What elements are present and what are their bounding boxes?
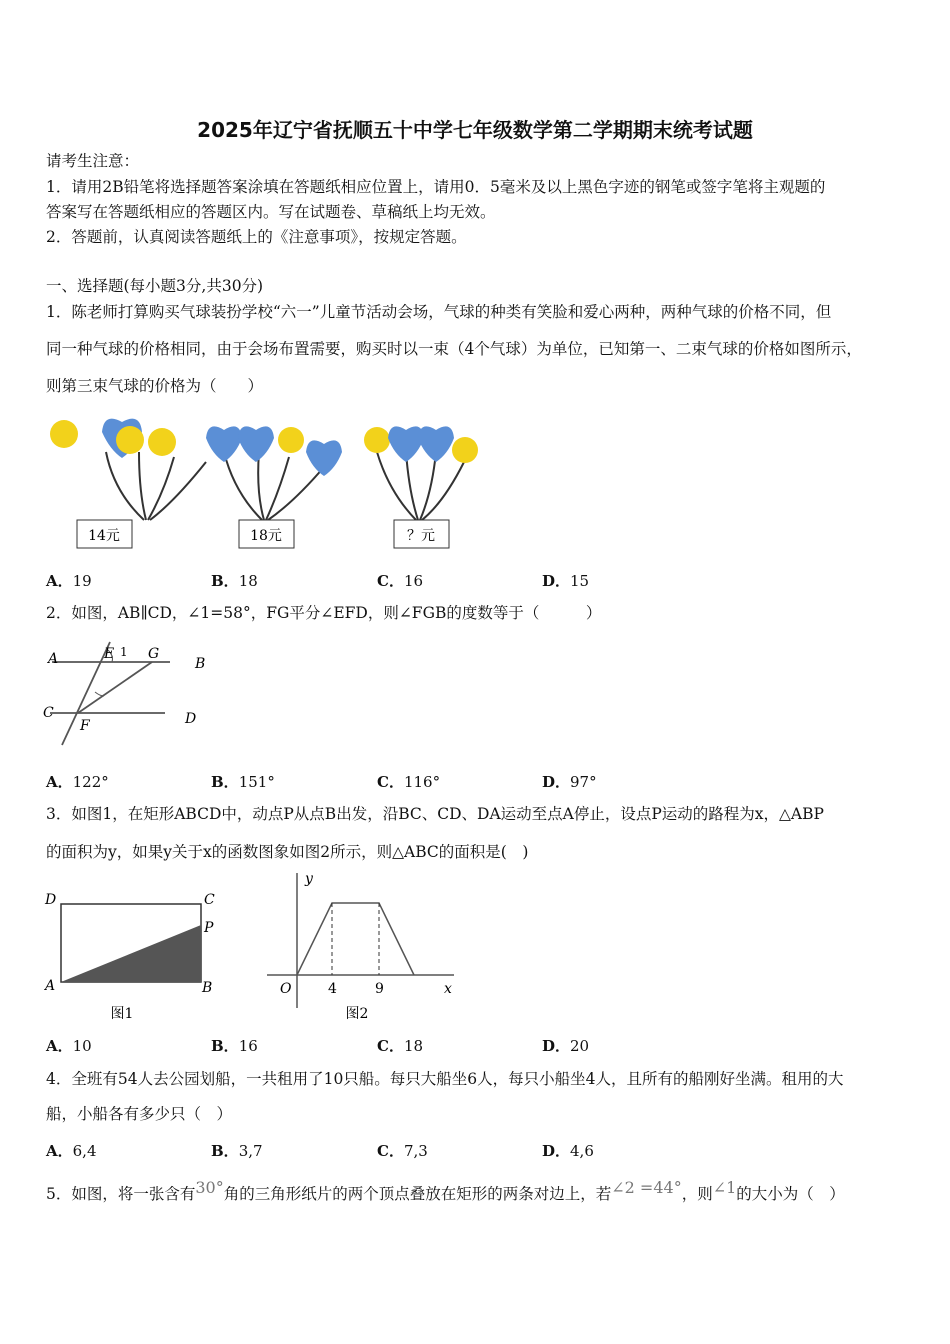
- svg-text:E: E: [104, 646, 115, 662]
- svg-text:C: C: [43, 705, 54, 721]
- q4-text: 船，小船各有多少只（ ）: [46, 1105, 233, 1123]
- q4-option-c[interactable]: C．7,3: [377, 1142, 428, 1160]
- q3-option-a[interactable]: A．10: [46, 1037, 92, 1055]
- q2-option-b[interactable]: B．151°: [211, 773, 275, 791]
- q3-option-d[interactable]: D．20: [542, 1037, 590, 1055]
- svg-text:O: O: [280, 981, 292, 997]
- svg-text:A: A: [48, 651, 59, 667]
- q4-option-b[interactable]: B．3,7: [211, 1142, 263, 1160]
- q3-option-c[interactable]: C．18: [377, 1037, 424, 1055]
- price-label: 18元: [250, 528, 282, 544]
- q1-option-b[interactable]: B．18: [211, 572, 258, 590]
- svg-text:1: 1: [120, 645, 128, 659]
- svg-text:D: D: [45, 892, 57, 908]
- q5-text: 5．如图，将一张含有30°角的三角形纸片的两个顶点叠放在矩形的两条对边上，若∠2 =44°，则∠1的大小为（ ）: [46, 1178, 845, 1203]
- q1-text: 1．陈老师打算购买气球装扮学校“六一”儿童节活动会场，气球的种类有笑脸和爱心两种，两种气球的价格不同，但: [46, 303, 832, 321]
- svg-text:9: 9: [375, 981, 384, 997]
- q2-text: 2．如图，AB∥CD，∠1=58°，FG平分∠EFD，则∠FGB的度数等于（ ）: [46, 604, 602, 622]
- svg-text:图1: 图1: [110, 1006, 134, 1022]
- q1-option-c[interactable]: C．16: [377, 572, 424, 590]
- svg-text:4: 4: [328, 981, 337, 997]
- price-label: ？元: [407, 528, 435, 544]
- section-heading: 一、选择题(每小题3分,共30分): [46, 277, 264, 295]
- q1-text: 同一种气球的价格相同，由于会场布置需要，购买时以一束（4个气球）为单位，已知第一、二束气球的价格如图所示，: [46, 340, 862, 358]
- notice-line: 1．请用2B铅笔将选择题答案涂填在答题纸相应位置上，请用0．5毫米及以上黑色字迹的钢笔或签字笔将主观题的: [46, 178, 826, 196]
- balloon-bunch-1: [50, 419, 206, 548]
- math-angle1: ∠1: [712, 1178, 737, 1197]
- svg-text:P: P: [204, 920, 214, 936]
- balloon-figure: [44, 412, 494, 557]
- svg-text:A: A: [45, 978, 56, 994]
- q1-text: 则第三束气球的价格为（ ）: [46, 377, 264, 395]
- q1-option-a[interactable]: A．19: [46, 572, 92, 590]
- q4-option-d[interactable]: D．4,6: [542, 1142, 594, 1160]
- notice-heading: 请考生注意：: [46, 152, 140, 170]
- notice-line: 2．答题前，认真阅读答题纸上的《注意事项》，按规定答题。: [46, 228, 467, 246]
- svg-text:C: C: [204, 892, 215, 908]
- notice-line: 答案写在答题纸相应的答题区内。写在试题卷、草稿纸上均无效。: [46, 203, 496, 221]
- svg-text:F: F: [80, 718, 90, 734]
- function-graph-figure: [262, 868, 462, 1023]
- price-label: 14元: [88, 528, 120, 544]
- svg-text:y: y: [305, 871, 313, 887]
- parallel-lines-figure: [40, 630, 220, 750]
- rectangle-figure: [40, 880, 230, 1025]
- q1-option-d[interactable]: D．15: [542, 572, 590, 590]
- q2-option-c[interactable]: C．116°: [377, 773, 441, 791]
- svg-text:B: B: [202, 980, 213, 996]
- math-30-degrees: 30°: [195, 1178, 224, 1197]
- svg-text:D: D: [185, 711, 197, 727]
- q4-option-a[interactable]: A．6,4: [46, 1142, 97, 1160]
- q2-option-a[interactable]: A．122°: [46, 773, 109, 791]
- svg-text:图2: 图2: [345, 1006, 369, 1022]
- q3-option-b[interactable]: B．16: [211, 1037, 258, 1055]
- page-title: 2025年辽宁省抚顺五十中学七年级数学第二学期期末统考试题: [197, 118, 753, 142]
- svg-text:G: G: [148, 646, 160, 662]
- svg-text:x: x: [444, 981, 452, 997]
- math-angle2: ∠2 =44°: [611, 1178, 682, 1197]
- q3-text: 的面积为y，如果y关于x的函数图象如图2所示，则△ABC的面积是( ): [46, 843, 529, 861]
- q2-option-d[interactable]: D．97°: [542, 773, 597, 791]
- q3-text: 3．如图1，在矩形ABCD中，动点P从点B出发，沿BC、CD、DA运动至点A停止，设点P运动的路程为x，△ABP: [46, 805, 824, 823]
- svg-text:B: B: [195, 656, 206, 672]
- q4-text: 4．全班有54人去公园划船，一共租用了10只船。每只大船坐6人，每只小船坐4人，且所有的船刚好坐满。租用的大: [46, 1070, 844, 1088]
